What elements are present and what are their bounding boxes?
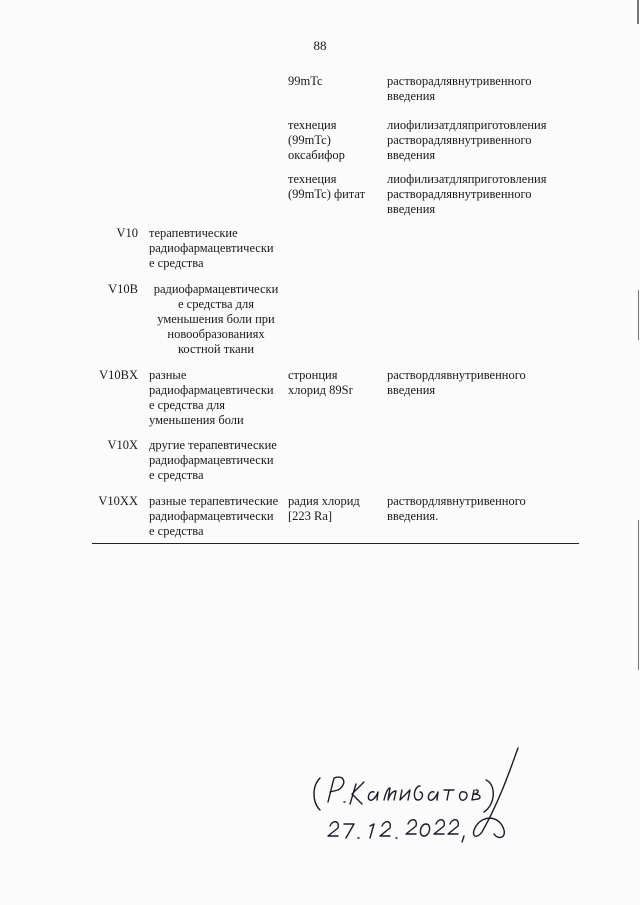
dosage-form-word: лиофилизат: [387, 172, 450, 186]
atc-group-line: новообразованиях: [167, 327, 265, 341]
atc-group-line: е средства для: [178, 297, 254, 311]
dosage-form-word: для: [427, 494, 447, 508]
dosage-form-word: введения: [387, 148, 436, 162]
dosage-form-line: [387, 187, 578, 202]
dosage-form-word: приготовления: [467, 172, 547, 186]
scan-edge-mark: [638, 520, 639, 670]
atc-group-line: е средства: [149, 256, 204, 270]
dosage-form-line: [387, 368, 578, 383]
atc-group-line: радиофармацевтически: [149, 509, 274, 523]
atc-group-name: [149, 226, 283, 271]
dosage-form: [387, 74, 578, 104]
atc-group-line: костной ткани: [177, 342, 255, 356]
dosage-form-word: приготовления: [467, 118, 547, 132]
dosage-form-line: [387, 202, 578, 217]
dosage-form-word: раствор: [387, 368, 428, 382]
dosage-form-word: раствора: [387, 74, 434, 88]
atc-group-line: радиофармацевтически: [149, 383, 274, 397]
drug-name-line: [223 Ra]: [288, 509, 333, 523]
atc-group-line: е средства: [149, 468, 204, 482]
dosage-form-line: [387, 118, 578, 133]
atc-group-line: е средства: [149, 524, 204, 538]
dosage-form-line: [387, 172, 578, 187]
dosage-form-word: для: [433, 74, 453, 88]
atc-code: V10X: [107, 438, 138, 452]
dosage-form: [387, 368, 578, 398]
page-number: 88: [313, 38, 327, 53]
dosage-form-line: [387, 74, 578, 89]
drug-name-line: стронция: [288, 368, 338, 382]
atc-group-name: [149, 368, 283, 428]
atc-code: V10: [116, 226, 138, 240]
dosage-form-word: раствора: [387, 133, 434, 147]
dosage-form-line: [387, 148, 578, 163]
scan-edge-mark: [638, 290, 639, 340]
dosage-form: [387, 172, 578, 217]
dosage-form: [387, 494, 578, 524]
scan-edge-mark: [637, 0, 639, 24]
dosage-form-word: для: [433, 187, 453, 201]
drug-name-line: технеция: [288, 118, 337, 132]
dosage-form-word: введения: [387, 202, 436, 216]
dosage-form-word: для: [449, 172, 468, 186]
drug-name: [288, 74, 374, 89]
dosage-form-line: [387, 509, 578, 524]
handwritten-signature: [304, 740, 544, 850]
dosage-form-word: для: [427, 368, 447, 382]
dosage-form-word: внутривенного: [446, 494, 526, 508]
atc-group-line: разные: [149, 368, 187, 382]
atc-group-line: е средства для: [149, 398, 225, 412]
drug-name-line: технеция: [288, 172, 337, 186]
table-bottom-rule: [92, 543, 579, 544]
atc-group-line: радиофармацевтически: [153, 282, 279, 296]
atc-group-line: радиофармацевтически: [149, 241, 274, 255]
dosage-form-word: внутривенного: [446, 368, 526, 382]
atc-group-line: терапевтические: [149, 226, 238, 240]
atc-group-name: [149, 438, 283, 483]
dosage-form-word: внутривенного: [452, 133, 532, 147]
atc-group-name: [149, 494, 283, 539]
dosage-form-word: для: [433, 133, 453, 147]
atc-group-line: радиофармацевтически: [149, 453, 274, 467]
drug-name-line: 99mTc: [288, 74, 323, 88]
drug-name-line: оксабифор: [288, 148, 345, 162]
dosage-form-line: [387, 89, 578, 104]
dosage-form-word: внутривенного: [452, 187, 532, 201]
drug-name-line: хлорид 89Sr: [288, 383, 353, 397]
atc-code: V10BX: [99, 368, 138, 382]
atc-group-line: другие терапевтические: [149, 438, 277, 452]
dosage-form-word: введения.: [387, 509, 439, 523]
drug-name: [288, 494, 374, 524]
drug-name: [288, 172, 374, 202]
dosage-form-word: внутривенного: [452, 74, 532, 88]
dosage-form-word: раствор: [387, 494, 428, 508]
dosage-form: [387, 118, 578, 163]
atc-group-line: уменьшения боли: [149, 413, 244, 427]
dosage-form-word: раствора: [387, 187, 434, 201]
dosage-form-word: введения: [387, 89, 436, 103]
drug-name-line: радия хлорид: [288, 494, 360, 508]
atc-group-line: разные терапевтические: [149, 494, 279, 508]
dosage-form-word: введения: [387, 383, 436, 397]
drug-name: [288, 118, 374, 163]
drug-name: [288, 368, 374, 398]
atc-code: V10XX: [98, 494, 138, 508]
dosage-form-word: для: [449, 118, 468, 132]
dosage-form-line: [387, 383, 578, 398]
signature-drawing: [304, 740, 544, 850]
dosage-form-line: [387, 133, 578, 148]
atc-group-line: уменьшения боли при: [157, 312, 275, 326]
dosage-form-line: [387, 494, 578, 509]
atc-group-name: [149, 282, 283, 357]
drug-name-line: (99mTc): [288, 133, 331, 147]
drug-name-line: (99mTc) фитат: [288, 187, 366, 201]
dosage-form-word: лиофилизат: [387, 118, 450, 132]
atc-code: V10B: [108, 282, 138, 296]
